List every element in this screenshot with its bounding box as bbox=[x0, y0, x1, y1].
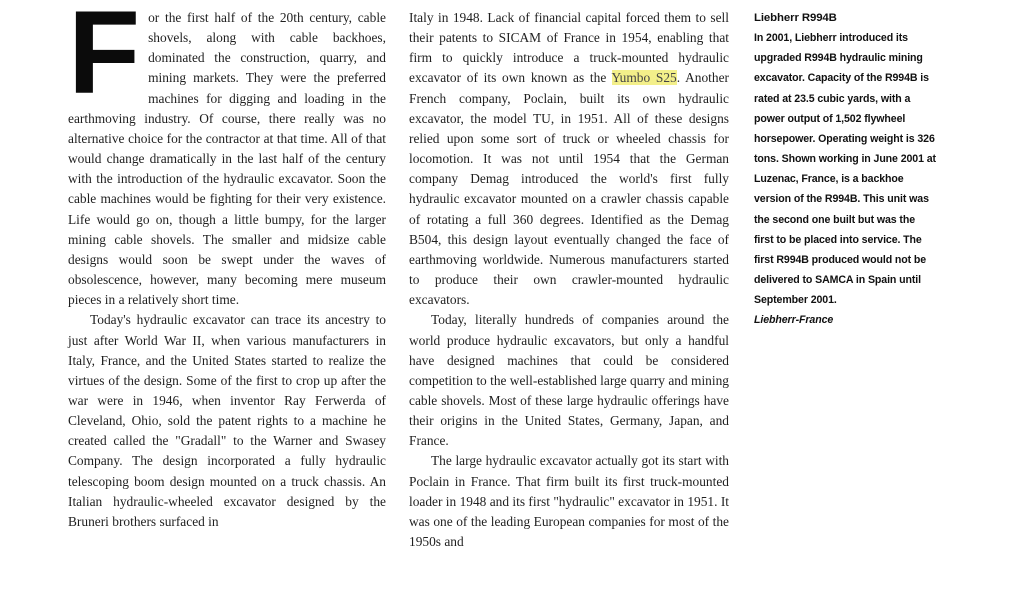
article-paragraph-5: The large hydraulic excavator actually got its start with Poclain in France. That firm built its first truck-mounted loader in 1948 and its first "hydraulic" excavator in 1951. It was one of the leading European companies for most of the 1950s and bbox=[409, 453, 729, 550]
article-paragraph-2: Today's hydraulic excavator can trace its ancestry to just after World War II, when various manufacturers in Italy, France, and the United States started to realize the virtues of the design. Some of the first to crop up after the war were in 1946, when inventor Ray Ferwerda of Cleveland, Ohio, sold the patent rights to a machine he created called the "Gradall" to the Warner and Swasey Company. The design incorporated a fully hydraulic telescoping boom design mounted on a truck chassis. An Italian hydraulic-wheeled excavator designed by the Bruneri brothers surfaced in bbox=[68, 312, 386, 529]
article-paragraph-4: Today, literally hundreds of companies around the world produce hydraulic excavators, but only a handful have designed machines that could be considered competition to the well-established large quarry and mining cable shovels. Most of these large hydraulic offerings have their origins in the United States, Germany, Japan, and France. bbox=[409, 312, 729, 449]
photo-credit: Liebherr-France bbox=[754, 314, 834, 327]
paragraph-3-text-before: Italy in 1948. Lack of financial capital forced them to sell their patents to SICAM of France in 1954, enabling that firm to quickly introduce a truck-mounted hydraulic excavator of its own known as the bbox=[409, 10, 729, 86]
paragraph-3-text-after: . Another French company, Poclain, built its own hydraulic excavator, the model TU, in 1951. All of these designs relied upon some sort of truck or wheeled chassis for locomotion. It was not until 1954 that the German company Demag introduced the world's first fully hydraulic excavator mounted on a crawler chassis capable of rotating a full 360 degrees. Identified as the Demag B504, this design layout eventually changed the face of earthmoving worldwide. Numerous manufacturers started to produce their own crawler-mounted hydraulic excavators. bbox=[409, 70, 729, 308]
article-paragraph-1 bbox=[68, 0, 386, 310]
caption-title: Liebherr R994B bbox=[754, 12, 837, 24]
article-paragraph-3 bbox=[409, 8, 729, 310]
caption-body: In 2001, Liebherr introduced its upgraded R994B hydraulic mining excavator. Capacity of the R994B is rated at 23.5 cubic yards, with a power output of 1,502 flywheel horsepower. Operating weight is 326 tons. Shown working in June 2001 at Luzenac, France, is a backhoe version of the R994B. This unit was the second one built but was the first to be placed into service. The first R994B produced would not be delivered to SAMCA in Spain until September 2001. bbox=[754, 32, 936, 307]
photo-caption-sidebar bbox=[754, 8, 936, 331]
paragraph-1-text: or the first half of the 20th century, cable shovels, along with cable backhoes, dominated the construction, quarry, and mining markets. They were the preferred machines for digging and loading in the earthmoving industry. Of course, there really was no alternative choice for the contractor at that time. All of that would change dramatically in the last half of the century with the introduction of the hydraulic excavator. Soon the cable machines would be fighting for their very existence. Life would go on, though a little bumpy, for the larger mining cable shovels. The smaller and midsize cable designs would soon be swept under the waves of obsolescence, however, many becoming mere museum pieces in a relatively short time. bbox=[68, 10, 386, 308]
highlighted-text: Yumbo S25 bbox=[611, 70, 677, 86]
article-column-1 bbox=[68, 0, 386, 532]
drop-cap: F bbox=[68, 0, 141, 119]
article-column-2 bbox=[409, 8, 729, 552]
